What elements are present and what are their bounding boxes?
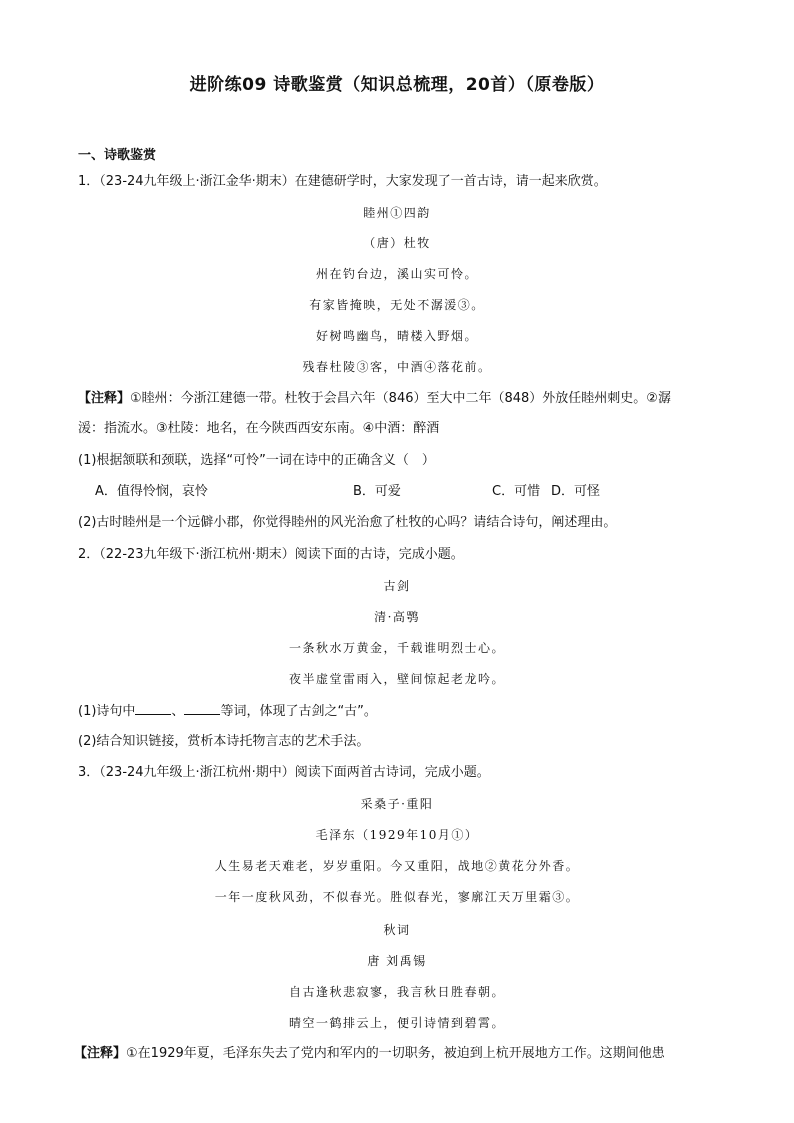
note-text: ①在1929年夏，毛泽东失去了党内和军内的一切职务，被迫到上杭开展地方工作。这期间他患 (126, 1046, 665, 1061)
q1-note-line2: 湲：指流水。③杜陵：地名，在今陕西西安东南。④中酒：醉酒 (78, 421, 440, 436)
q3-poem2-title: 秋词 (383, 923, 411, 937)
question-1-intro: 1．（23-24九年级上·浙江金华·期末）在建德研学时，大家发现了一首古诗，请一起来欣赏。 (78, 174, 607, 189)
option-a: A．值得怜悯，哀怜 (95, 484, 208, 499)
q2-sub-question-2: (2)结合知识链接，赏析本诗托物言志的艺术手法。 (78, 734, 370, 749)
q2-poem-author: 清·高鹗 (374, 610, 420, 624)
note-label: 【注释】 (74, 1046, 127, 1061)
q3-poem1-author: 毛泽东（1929年10月①） (315, 828, 479, 842)
q3-note-line1 (74, 1044, 665, 1064)
q2-poem-line: 夜半虚堂雷雨入，壁间惊起老龙吟。 (288, 672, 505, 686)
option-b: B．可爱 (353, 484, 401, 499)
q1-poem-line: 州在钓台边，溪山实可怜。 (315, 267, 478, 281)
answer-blank[interactable] (184, 701, 220, 715)
q2-sub-question-1: (1)诗句中 、 等词，体现了古剑之“古”。 (78, 701, 377, 722)
q1-sub-question-1: (1)根据颔联和颈联，选择“可怜”一词在诗中的正确含义（ ） (78, 453, 435, 468)
question-3-intro: 3．（23-24九年级上·浙江杭州·期中）阅读下面两首古诗词，完成小题。 (78, 765, 490, 780)
page-title: 进阶练09 诗歌鉴赏（知识总梳理，20首）（原卷版） (189, 75, 605, 95)
q3-poem2-line: 自古逢秋悲寂寥，我言秋日胜春朝。 (288, 985, 505, 999)
q1-sub-question-2: (2)古时睦州是一个远僻小郡，你觉得睦州的风光治愈了杜牧的心吗？请结合诗句，阐述理由。 (78, 515, 617, 530)
q3-poem1-line: 一年一度秋风劲，不似春光。胜似春光，寥廓江天万里霜③。 (214, 890, 580, 904)
q2-poem-title: 古剑 (383, 579, 411, 593)
note-text: ①睦州：今浙江建德一带。杜牧于会昌六年（846）至大中二年（848）外放任睦州刺史。②潺 (130, 391, 671, 406)
answer-blank[interactable] (135, 701, 171, 715)
q3-poem1-title: 采桑子·重阳 (360, 797, 434, 811)
q1-poem-author: （唐）杜牧 (363, 236, 431, 250)
q1-poem-line: 有家皆掩映，无处不潺湲③。 (309, 298, 485, 312)
option-d: D．可怪 (551, 484, 601, 499)
note-label: 【注释】 (78, 391, 131, 406)
section-heading: 一、诗歌鉴赏 (78, 148, 157, 163)
q3-poem2-line: 晴空一鹤排云上，便引诗情到碧霄。 (288, 1016, 505, 1030)
q2-poem-line: 一条秋水万黄金，千载谁明烈士心。 (288, 641, 505, 655)
q1-poem-line: 残春杜陵③客，中酒④落花前。 (302, 360, 492, 374)
question-2-intro: 2．（22-23九年级下·浙江杭州·期末）阅读下面的古诗，完成小题。 (78, 547, 464, 562)
q3-poem2-author: 唐 刘禹锡 (367, 954, 427, 968)
q1-note-line1 (78, 389, 671, 409)
q1-poem-line: 好树鸣幽鸟，晴楼入野烟。 (315, 329, 478, 343)
q1-poem-title: 睦州①四韵 (363, 206, 431, 220)
q3-poem1-line: 人生易老天难老，岁岁重阳。今又重阳，战地②黄花分外香。 (214, 859, 580, 873)
option-c: C．可惜 (492, 484, 541, 499)
